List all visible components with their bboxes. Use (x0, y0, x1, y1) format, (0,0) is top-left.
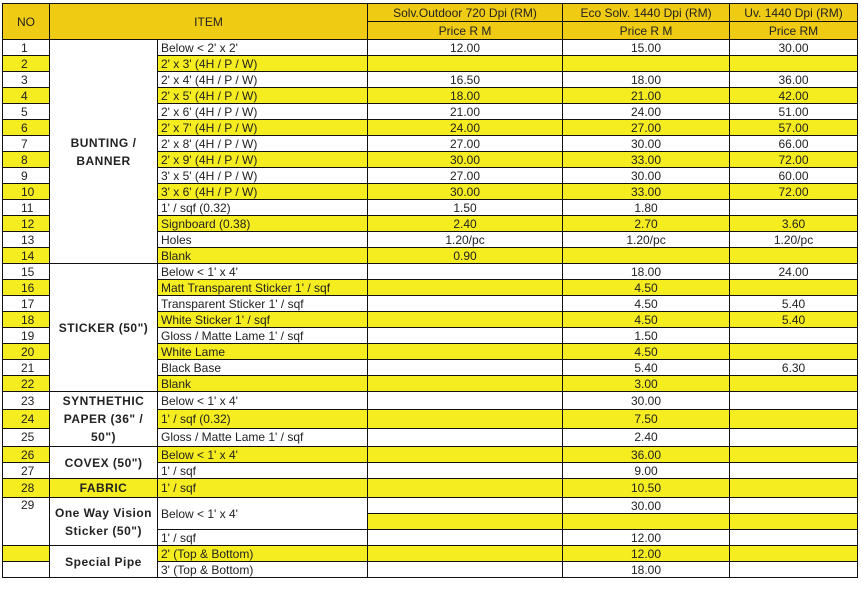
price-eco-solv: 5.40 (563, 360, 730, 376)
price-eco-solv (563, 248, 730, 264)
row-number: 26 (3, 447, 50, 463)
row-number: 29 (3, 498, 50, 546)
price-uv (730, 463, 858, 479)
row-number: 14 (3, 248, 50, 264)
group-label: One Way Vision Sticker (50") (50, 498, 158, 546)
row-description: White Lame (158, 344, 368, 360)
price-uv: 30.00 (730, 40, 858, 56)
row-description: 2' x 5' (4H / P / W) (158, 88, 368, 104)
row-description: Transparent Sticker 1' / sqf (158, 296, 368, 312)
row-description: 2' (Top & Bottom) (158, 546, 368, 562)
price-uv (730, 344, 858, 360)
price-uv (730, 562, 858, 578)
price-eco-solv: 15.00 (563, 40, 730, 56)
row-description: Gloss / Matte Lame 1' / sqf (158, 428, 368, 446)
price-eco-solv: 21.00 (563, 88, 730, 104)
row-number: 17 (3, 296, 50, 312)
price-solv-outdoor (368, 360, 563, 376)
price-uv: 57.00 (730, 120, 858, 136)
price-eco-solv: 30.00 (563, 498, 730, 514)
price-solv-outdoor (368, 344, 563, 360)
price-eco-solv: 18.00 (563, 72, 730, 88)
price-uv (730, 428, 858, 446)
price-eco-solv: 1.20/pc (563, 232, 730, 248)
row-number: 2 (3, 56, 50, 72)
price-uv (730, 530, 858, 546)
row-description: 1' / sqf (158, 463, 368, 479)
price-eco-solv: 33.00 (563, 152, 730, 168)
price-solv-outdoor (368, 428, 563, 446)
price-eco-solv: 9.00 (563, 463, 730, 479)
table-row (3, 40, 858, 56)
price-eco-solv: 36.00 (563, 447, 730, 463)
row-description: 2' x 9' (4H / P / W) (158, 152, 368, 168)
row-number: 1 (3, 40, 50, 56)
row-number: 23 (3, 392, 50, 410)
row-number: 6 (3, 120, 50, 136)
price-solv-outdoor: 30.00 (368, 184, 563, 200)
row-description: 1' / sqf (0.32) (158, 200, 368, 216)
price-uv (730, 56, 858, 72)
row-number: 11 (3, 200, 50, 216)
group-label: Special Pipe (50, 546, 158, 578)
header-price-1: Price R M (368, 22, 563, 40)
price-eco-solv: 30.00 (563, 392, 730, 410)
price-eco-solv: 12.00 (563, 546, 730, 562)
price-solv-outdoor (368, 479, 563, 498)
price-eco-solv: 18.00 (563, 562, 730, 578)
price-solv-outdoor (368, 498, 563, 514)
row-description: Below < 1' x 4' (158, 447, 368, 463)
header-no: NO (3, 4, 50, 40)
header-row (3, 4, 858, 22)
row-description: 2' x 4' (4H / P / W) (158, 72, 368, 88)
price-eco-solv: 4.50 (563, 312, 730, 328)
row-number: 15 (3, 264, 50, 280)
header-solv-outdoor: Solv.Outdoor 720 Dpi (RM) (368, 4, 563, 22)
price-eco-solv (563, 514, 730, 530)
table-row (3, 392, 858, 410)
header-eco-solv: Eco Solv. 1440 Dpi (RM) (563, 4, 730, 22)
row-description: 3' x 6' (4H / P / W) (158, 184, 368, 200)
price-solv-outdoor (368, 546, 563, 562)
price-eco-solv: 4.50 (563, 344, 730, 360)
row-number: 24 (3, 410, 50, 428)
price-uv: 1.20/pc (730, 232, 858, 248)
row-description: 2' x 6' (4H / P / W) (158, 104, 368, 120)
table-row (3, 264, 858, 280)
row-description: 2' x 3' (4H / P / W) (158, 56, 368, 72)
price-table (2, 3, 858, 578)
price-eco-solv: 1.50 (563, 328, 730, 344)
row-description: 2' x 7' (4H / P / W) (158, 120, 368, 136)
row-description: Black Base (158, 360, 368, 376)
price-eco-solv: 7.50 (563, 410, 730, 428)
price-uv: 6.30 (730, 360, 858, 376)
row-number: 9 (3, 168, 50, 184)
row-number: 10 (3, 184, 50, 200)
table-row (3, 546, 858, 562)
price-solv-outdoor: 27.00 (368, 136, 563, 152)
price-uv: 3.60 (730, 216, 858, 232)
price-eco-solv: 10.50 (563, 479, 730, 498)
row-description: 3' x 5' (4H / P / W) (158, 168, 368, 184)
price-eco-solv: 4.50 (563, 296, 730, 312)
row-number: 3 (3, 72, 50, 88)
price-solv-outdoor: 12.00 (368, 40, 563, 56)
group-label: COVEX (50") (50, 447, 158, 479)
price-eco-solv: 4.50 (563, 280, 730, 296)
row-number: 8 (3, 152, 50, 168)
price-solv-outdoor: 1.20/pc (368, 232, 563, 248)
header-item: ITEM (50, 4, 368, 40)
row-description: Below < 1' x 4' (158, 392, 368, 410)
price-uv (730, 447, 858, 463)
row-number (3, 546, 50, 562)
group-label: FABRIC (50, 479, 158, 498)
price-uv: 72.00 (730, 184, 858, 200)
row-number: 7 (3, 136, 50, 152)
price-eco-solv: 24.00 (563, 104, 730, 120)
price-solv-outdoor: 21.00 (368, 104, 563, 120)
row-number: 12 (3, 216, 50, 232)
price-solv-outdoor (368, 264, 563, 280)
price-solv-outdoor (368, 56, 563, 72)
price-uv (730, 546, 858, 562)
table-row (3, 498, 858, 514)
header-price-3: Price RM (730, 22, 858, 40)
price-uv: 42.00 (730, 88, 858, 104)
price-solv-outdoor (368, 296, 563, 312)
row-description: Blank (158, 248, 368, 264)
price-uv (730, 280, 858, 296)
row-description: Matt Transparent Sticker 1' / sqf (158, 280, 368, 296)
price-solv-outdoor (368, 463, 563, 479)
row-description: Below < 2' x 2' (158, 40, 368, 56)
row-description: 3' (Top & Bottom) (158, 562, 368, 578)
price-uv (730, 248, 858, 264)
price-eco-solv: 1.80 (563, 200, 730, 216)
row-number: 19 (3, 328, 50, 344)
price-uv: 60.00 (730, 168, 858, 184)
price-solv-outdoor (368, 328, 563, 344)
row-number: 4 (3, 88, 50, 104)
table-row (3, 479, 858, 498)
group-label: BUNTING / BANNER (50, 40, 158, 264)
row-description: Gloss / Matte Lame 1' / sqf (158, 328, 368, 344)
price-uv: 66.00 (730, 136, 858, 152)
price-eco-solv: 18.00 (563, 264, 730, 280)
price-eco-solv (563, 56, 730, 72)
price-eco-solv: 12.00 (563, 530, 730, 546)
row-number: 20 (3, 344, 50, 360)
price-solv-outdoor (368, 562, 563, 578)
price-uv: 5.40 (730, 312, 858, 328)
price-uv (730, 514, 858, 530)
price-uv: 36.00 (730, 72, 858, 88)
price-eco-solv: 2.70 (563, 216, 730, 232)
price-solv-outdoor: 27.00 (368, 168, 563, 184)
row-description: 1' / sqf (0.32) (158, 410, 368, 428)
group-label: SYNTHETHIC PAPER (36" / 50") (50, 392, 158, 447)
price-solv-outdoor: 1.50 (368, 200, 563, 216)
price-solv-outdoor (368, 447, 563, 463)
price-solv-outdoor (368, 312, 563, 328)
row-number: 25 (3, 428, 50, 446)
price-uv (730, 410, 858, 428)
row-number: 22 (3, 376, 50, 392)
row-description: 1' / sqf (158, 479, 368, 498)
price-solv-outdoor: 0.90 (368, 248, 563, 264)
row-number: 18 (3, 312, 50, 328)
group-label: STICKER (50") (50, 264, 158, 392)
row-description: 2' x 8' (4H / P / W) (158, 136, 368, 152)
price-solv-outdoor (368, 514, 563, 530)
price-uv: 24.00 (730, 264, 858, 280)
price-eco-solv: 33.00 (563, 184, 730, 200)
row-description: Holes (158, 232, 368, 248)
header-uv: Uv. 1440 Dpi (RM) (730, 4, 858, 22)
price-uv (730, 200, 858, 216)
row-description: Signboard (0.38) (158, 216, 368, 232)
price-uv (730, 376, 858, 392)
price-eco-solv: 30.00 (563, 168, 730, 184)
row-description: Below < 1' x 4' (158, 498, 368, 530)
price-eco-solv: 2.40 (563, 428, 730, 446)
row-description: White Sticker 1' / sqf (158, 312, 368, 328)
price-solv-outdoor: 2.40 (368, 216, 563, 232)
price-uv (730, 479, 858, 498)
price-solv-outdoor (368, 392, 563, 410)
price-eco-solv: 27.00 (563, 120, 730, 136)
table-row (3, 447, 858, 463)
price-solv-outdoor (368, 280, 563, 296)
price-uv (730, 328, 858, 344)
row-number: 13 (3, 232, 50, 248)
price-solv-outdoor (368, 376, 563, 392)
row-number: 5 (3, 104, 50, 120)
row-description: Below < 1' x 4' (158, 264, 368, 280)
row-number: 28 (3, 479, 50, 498)
row-number: 27 (3, 463, 50, 479)
price-solv-outdoor (368, 530, 563, 546)
price-uv: 5.40 (730, 296, 858, 312)
price-uv: 72.00 (730, 152, 858, 168)
row-description: Blank (158, 376, 368, 392)
price-uv (730, 392, 858, 410)
price-solv-outdoor: 30.00 (368, 152, 563, 168)
row-description: 1' / sqf (158, 530, 368, 546)
price-eco-solv: 3.00 (563, 376, 730, 392)
row-number (3, 562, 50, 578)
header-price-2: Price R M (563, 22, 730, 40)
row-number: 16 (3, 280, 50, 296)
price-uv (730, 498, 858, 514)
row-number: 21 (3, 360, 50, 376)
price-solv-outdoor: 24.00 (368, 120, 563, 136)
price-eco-solv: 30.00 (563, 136, 730, 152)
price-uv: 51.00 (730, 104, 858, 120)
price-solv-outdoor (368, 410, 563, 428)
price-solv-outdoor: 16.50 (368, 72, 563, 88)
price-solv-outdoor: 18.00 (368, 88, 563, 104)
